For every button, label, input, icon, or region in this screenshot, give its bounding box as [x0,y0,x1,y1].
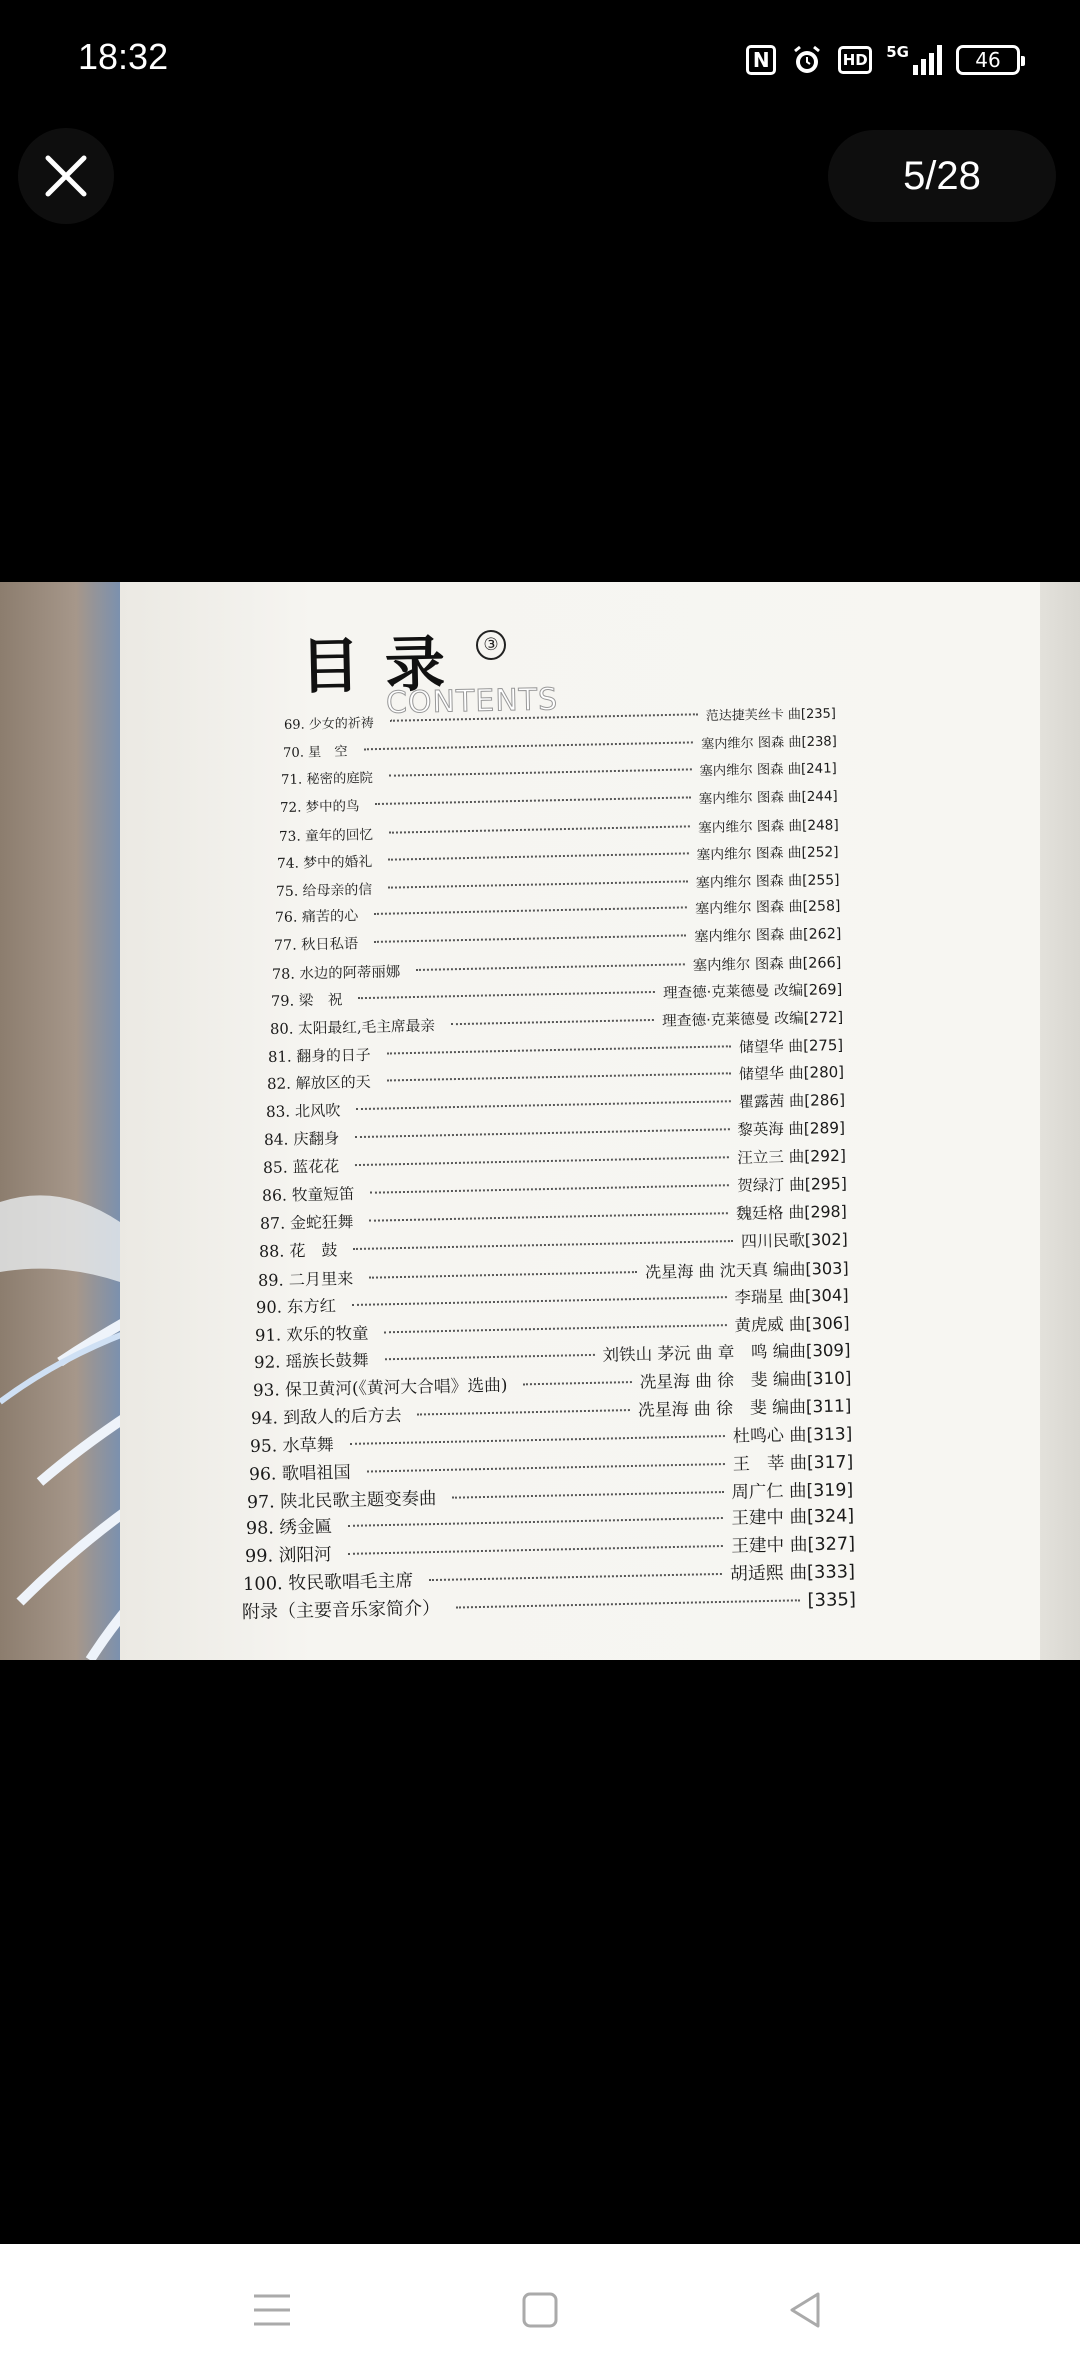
toc-entry [279,813,839,845]
toc-entry-composer: 李瑞星 曲[304] [734,1285,850,1308]
toc-leader-dots [418,1409,630,1415]
toc-entry-composer: 周广仁 曲[319] [731,1479,854,1503]
toc-entry [281,758,837,789]
toc-entry-composer: 汪立三 曲[292] [737,1146,847,1168]
toc-subtitle: CONTENTS [385,682,559,721]
toc-entry [275,896,841,928]
toc-entry-title: 85. 蓝花花 [262,1157,340,1177]
toc-entry [276,868,840,900]
toc-leader-dots [350,1435,725,1445]
book-photo[interactable] [0,582,1080,1660]
toc-entry-title: 83. 北风吹 [265,1101,341,1121]
toc-entry [272,951,842,984]
back-icon [786,2290,826,2330]
toc-entry-composer: 塞内维尔 图森 曲[241] [699,761,838,780]
toc-entry-composer: 范达捷芙丝卡 曲[235] [705,706,837,725]
toc-entry-composer: 四川民歌[302] [740,1229,848,1251]
toc-entry [271,978,843,1011]
signal-bars [913,45,942,75]
toc-entry [267,1061,845,1094]
toc-leader-dots [356,1129,730,1139]
home-button[interactable] [510,2280,570,2340]
toc-leader-dots [389,769,692,777]
toc-leader-dots [353,1240,733,1250]
toc-entry [268,1033,844,1066]
toc-leader-dots [347,1545,723,1555]
toc-entry-title: 69. 少女的祈祷 [283,716,374,733]
toc-leader-dots [348,1517,723,1527]
toc-entry-composer: 冼星海 曲 沈天真 编曲[303] [644,1258,849,1282]
toc-leader-dots [352,1296,727,1306]
toc-entry-composer: 杜鸣心 曲[313] [732,1424,853,1448]
close-button[interactable] [18,128,114,224]
hd-icon: HD [838,46,872,74]
toc-entry-title: 81. 翻身的日子 [268,1045,372,1066]
toc-entry-title: 90. 东方红 [256,1296,337,1318]
toc-entry-composer: 塞内维尔 图森 曲[244] [698,789,838,808]
toc-entry-title: 92. 瑶族长鼓舞 [253,1350,369,1373]
toc-entry-composer: 塞内维尔 图森 曲[262] [693,926,842,946]
toc-entry-title: 80. 太阳最红,毛主席最亲 [269,1017,435,1038]
toc-entry-composer: 理查德·克莱德曼 改编[269] [662,981,843,1003]
toc-entry-title: 100. 牧民歌唱毛主席 [243,1570,414,1596]
toc-entry-title: 附录（主要音乐家简介） [241,1597,441,1623]
toc-entry-composer: 储望华 曲[275] [739,1035,844,1056]
toc-entry-composer: 王 莘 曲[317] [732,1452,854,1475]
toc-entry-composer: 魏廷格 曲[298] [736,1201,848,1224]
toc-entry [280,785,838,816]
toc-entry-title: 95. 水草舞 [249,1435,334,1458]
battery-icon [956,45,1020,75]
toc-leader-dots [369,1271,637,1279]
toc-leader-dots [451,1019,654,1025]
battery-level: 46 [975,48,1001,72]
toc-entry-title: 71. 秘密的庭院 [281,771,374,789]
toc-entry-composer: 胡适熙 曲[333] [730,1561,856,1586]
toc-leader-dots [370,1212,729,1222]
toc-entry-title: 77. 秋日私语 [273,936,358,954]
menu-button[interactable] [242,2280,302,2340]
toc-leader-dots [370,1184,729,1194]
status-time: 18:32 [78,36,169,77]
toc-leader-dots [356,1100,730,1110]
toc-entry [269,1006,843,1039]
toc-entry-title: 74. 梦中的婚礼 [277,854,373,873]
toc-list [0,582,1080,1660]
toc-entry-composer: 王建中 曲[324] [731,1506,855,1529]
5g-signal-icon [886,42,942,75]
close-icon [44,154,88,198]
menu-icon [252,2292,292,2328]
navigation-bar [0,2244,1080,2376]
status-bar [0,0,1080,120]
nfc-icon: N [746,45,776,75]
toc-entry-title: 84. 庆翻身 [264,1129,340,1150]
toc-entry [282,730,836,761]
status-icons [746,38,1020,82]
toc-entry-title: 73. 童年的回忆 [278,826,373,845]
toc-entry-composer: 塞内维尔 图森 曲[255] [695,871,840,891]
toc-entry-composer: 塞内维尔 图森 曲[266] [692,954,842,974]
toc-title: 目 录 [299,629,448,703]
toc-entry-title: 86. 牧童短笛 [261,1183,355,1205]
toc-leader-dots [374,934,686,943]
toc-leader-dots [389,825,690,833]
toc-entry-title: 91. 欢乐的牧童 [254,1323,369,1345]
toc-entry-title: 79. 梁 祝 [270,991,343,1011]
toc-entry-composer: 冼星海 曲 徐 斐 编曲[311] [637,1395,852,1420]
toc-entry-composer: 冼星海 曲 徐 斐 编曲[310] [638,1367,852,1392]
toc-entry-title: 93. 保卫黄河(《黄河大合唱》选曲) [252,1374,508,1400]
network-type-label: 5G [886,42,909,61]
toc-entry [277,840,839,872]
toc-entry-title: 75. 给母亲的信 [275,881,373,900]
image-counter: 5/28 [828,130,1056,222]
toc-entry [273,923,841,955]
toc-entry-title: 94. 到敌人的后方去 [250,1404,402,1428]
toc-leader-dots [389,853,689,861]
toc-leader-dots [453,1491,724,1499]
toc-leader-dots [385,1324,727,1333]
toc-entry-composer: 黎英海 曲[289] [737,1119,846,1140]
toc-leader-dots [456,1599,800,1608]
toc-leader-dots [363,741,693,750]
toc-entry-title: 99. 浏阳河 [244,1544,332,1567]
toc-leader-dots [429,1573,722,1581]
toc-leader-dots [387,1072,731,1081]
toc-leader-dots [358,991,655,999]
toc-entry-composer: 塞内维尔 图森 曲[238] [700,734,837,752]
toc-leader-dots [416,963,685,971]
toc-leader-dots [374,907,687,916]
toc-leader-dots [366,1463,724,1472]
toc-entry-title: 98. 绣金匾 [245,1517,333,1540]
toc-entry [284,702,836,733]
toc-entry-title: 72. 梦中的鸟 [279,799,360,816]
toc-entry-composer: 瞿露茜 曲[286] [738,1090,845,1111]
alarm-icon [790,43,824,77]
toc-volume-marker: ③ [476,630,507,661]
toc-entry-title: 89. 二月里来 [257,1268,354,1290]
toc-entry-composer: 理查德·克莱德曼 改编[272] [661,1008,843,1030]
toc-entry-title: 97. 陕北民歌主题变奏曲 [247,1488,437,1513]
back-button[interactable] [776,2280,836,2340]
toc-entry-composer: 刘铁山 茅沅 曲 章 鸣 编曲[309] [602,1340,851,1366]
toc-entry-composer: 塞内维尔 图森 曲[258] [694,898,841,918]
toc-entry-title: 78. 水边的阿蒂丽娜 [272,963,401,983]
toc-entry-composer: 黄虎威 曲[306] [734,1313,850,1335]
toc-entry-composer: 贺绿汀 曲[295] [736,1173,847,1195]
toc-leader-dots [388,880,688,888]
toc-entry-title: 70. 星 空 [282,744,348,761]
toc-entry-title: 96. 歌唱祖国 [248,1462,351,1485]
toc-entry-composer: 王建中 曲[327] [730,1533,855,1557]
toc-entry-title: 76. 痛苦的心 [274,908,359,927]
toc-leader-dots [384,1354,594,1360]
toc-entry-composer: [335] [807,1589,857,1612]
toc-entry-composer: 塞内维尔 图森 曲[252] [696,844,840,864]
toc-entry-composer: 储望华 曲[280] [738,1063,845,1084]
toc-entry-title: 87. 金蛇狂舞 [260,1212,354,1234]
toc-entry-composer: 塞内维尔 图森 曲[248] [697,816,839,836]
toc-leader-dots [355,1156,729,1166]
toc-leader-dots [390,713,698,721]
toc-leader-dots [387,1045,731,1054]
toc-entry-title: 82. 解放区的天 [266,1072,371,1094]
toc-leader-dots [523,1381,631,1385]
toc-leader-dots [375,796,690,805]
home-icon [520,2290,560,2330]
toc-entry-title: 88. 花 鼓 [258,1240,338,1261]
